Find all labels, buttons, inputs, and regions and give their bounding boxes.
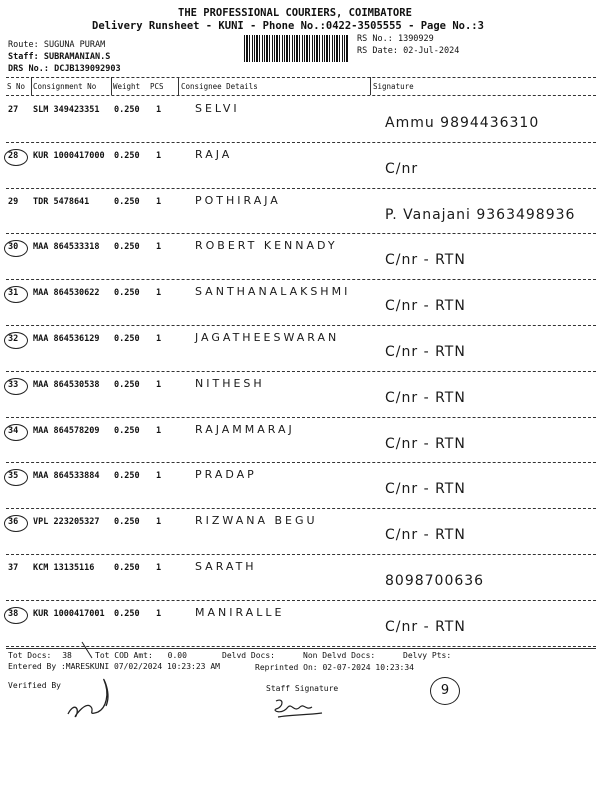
route-line: [8, 40, 105, 50]
circled-count: 9: [430, 677, 460, 705]
drs-line: [8, 64, 121, 74]
row-pcs: 1: [156, 105, 162, 115]
row-pcs: 1: [156, 517, 162, 528]
row-pcs: 1: [156, 563, 162, 573]
row-weight: 0.250: [114, 379, 140, 390]
row-rule: [6, 188, 596, 189]
row-pcs: 1: [156, 288, 162, 299]
row-signature-note: C/nr - RTN: [385, 618, 466, 635]
row-sno: 28: [8, 150, 19, 161]
row-weight: 0.250: [114, 105, 140, 115]
row-consignment-no: KUR 1000417001: [33, 608, 105, 619]
row-rule: [6, 600, 596, 601]
row-pcs: 1: [156, 471, 162, 482]
rs-date-line: [357, 46, 459, 56]
row-consignee-name: RAJAMMARAJ: [195, 422, 295, 436]
row-consignment-no: VPL 223205327: [33, 517, 100, 528]
row-consignment-no: MAA 864533318: [33, 242, 100, 253]
row-signature-note: P. Vanajani 9363498936: [385, 206, 576, 223]
row-pcs: 1: [156, 150, 162, 161]
runsheet-title: Delivery Runsheet - KUNI - Phone No.:0422-3505555 - Page No.:3: [92, 20, 484, 32]
entered-by-value: MARESKUNI: [65, 662, 110, 671]
staff-signature-icon: [270, 695, 330, 721]
row-weight: 0.250: [114, 471, 140, 482]
row-consignee-name: SELVI: [195, 102, 240, 115]
row-signature-note: C/nr - RTN: [385, 298, 466, 315]
row-sno: 27: [8, 105, 19, 115]
header-top-rule: [6, 77, 596, 78]
row-rule: [6, 279, 596, 280]
row-consignment-no: TDR 5478641: [33, 196, 90, 207]
row-rule: [6, 325, 596, 326]
company-title: THE PROFESSIONAL COURIERS, COIMBATORE: [178, 7, 412, 19]
row-consignee-name: ROBERT KENNADY: [195, 239, 338, 253]
col-sno: S No: [7, 82, 26, 91]
tot-cod: [95, 651, 187, 660]
row-consignment-no: KUR 1000417000: [33, 150, 105, 161]
rs-no-label: RS No.:: [357, 34, 393, 44]
row-signature-note: C/nr: [385, 160, 419, 177]
route-value: SUGUNA PURAM: [43, 40, 106, 50]
row-consignee-name: SANTHANALAKSHMI: [195, 285, 351, 299]
row-weight: 0.250: [114, 242, 140, 253]
row-sno: 32: [8, 334, 19, 344]
staff-value: SUBRAMANIAN.S: [43, 52, 111, 62]
rs-no-value: 1390929: [397, 34, 434, 44]
row-sno: 36: [8, 517, 19, 528]
overwrite-mark-icon: [80, 640, 96, 660]
entered-by-label: Entered By :: [8, 662, 66, 671]
row-signature-note: C/nr - RTN: [385, 527, 466, 544]
staff-line: [8, 52, 110, 62]
row-rule: [6, 554, 596, 555]
row-consignment-no: MAA 864533884: [33, 471, 100, 482]
row-pcs: 1: [156, 334, 162, 344]
row-rule: [6, 462, 596, 463]
delvd-docs-label: Delvd Docs:: [222, 651, 275, 660]
row-rule: [6, 417, 596, 418]
row-sno: 34: [8, 425, 19, 436]
tot-docs-value: 38: [62, 651, 72, 660]
col-sep: [31, 77, 32, 95]
row-consignment-no: MAA 864578209: [33, 425, 100, 436]
col-sep: [178, 77, 179, 95]
row-consignee-name: MANIRALLE: [195, 605, 285, 619]
col-sep: [370, 77, 371, 95]
rs-date-label: RS Date:: [357, 46, 398, 56]
reprinted-on: [255, 663, 414, 672]
row-signature-note: Ammu 9894436310: [385, 115, 540, 131]
barcode: [244, 35, 349, 62]
row-weight: 0.250: [114, 425, 140, 436]
staff-signature-label: Staff Signature: [266, 684, 339, 693]
header-bottom-rule: [6, 95, 596, 96]
col-consignment: Consignment No: [33, 82, 97, 91]
entered-by: [8, 662, 220, 671]
row-pcs: 1: [156, 425, 162, 436]
row-consignee-name: NITHESH: [195, 376, 265, 390]
tot-docs: [8, 651, 72, 660]
route-label: Route:: [8, 40, 39, 50]
row-rule: [6, 142, 596, 143]
tot-cod-value: 0.00: [167, 651, 187, 660]
row-weight: 0.250: [114, 563, 140, 573]
rs-no-line: [357, 34, 434, 44]
col-weight: Weight: [113, 82, 141, 91]
row-pcs: 1: [156, 196, 162, 207]
non-delvd-docs-label: Non Delvd Docs:: [303, 651, 376, 660]
rs-date-value: 02-Jul-2024: [403, 46, 460, 56]
row-weight: 0.250: [114, 150, 140, 161]
row-weight: 0.250: [114, 517, 140, 528]
row-pcs: 1: [156, 379, 162, 390]
verifier-signature-icon: [62, 672, 122, 720]
row-signature-note: C/nr - RTN: [385, 252, 466, 269]
drs-value: DCJB139092903: [54, 64, 121, 74]
row-signature-note: C/nr - RTN: [385, 344, 466, 360]
row-rule: [6, 371, 596, 372]
row-sno: 33: [8, 379, 19, 390]
row-signature-note: C/nr - RTN: [385, 435, 466, 452]
row-rule: [6, 508, 596, 509]
row-consignee-name: JAGATHEESWARAN: [195, 331, 340, 344]
row-consignment-no: MAA 864530538: [33, 379, 100, 390]
col-signature: Signature: [373, 82, 414, 91]
row-consignment-no: MAA 864536129: [33, 334, 100, 344]
row-weight: 0.250: [114, 288, 140, 299]
row-consignee-name: SARATH: [195, 560, 257, 573]
tot-docs-label: Tot Docs:: [8, 651, 52, 660]
row-weight: 0.250: [114, 608, 140, 619]
row-consignee-name: PRADAP: [195, 468, 257, 482]
row-consignee-name: POTHIRAJA: [195, 193, 281, 207]
reprinted-value: 02-07-2024 10:23:34: [322, 663, 414, 672]
row-sno: 35: [8, 471, 19, 482]
row-sno: 37: [8, 563, 19, 573]
row-signature-note: C/nr - RTN: [385, 389, 466, 406]
reprinted-label: Reprinted On:: [255, 663, 318, 672]
row-consignment-no: KCM 13135116: [33, 563, 95, 573]
delvy-pts-label: Delvy Pts:: [403, 651, 452, 660]
drs-label: DRS No.:: [8, 64, 49, 74]
col-pcs: PCS: [150, 82, 164, 91]
entered-on-value: 07/02/2024 10:23:23 AM: [113, 662, 220, 671]
row-weight: 0.250: [114, 334, 140, 344]
col-consignee: Consignee Details: [181, 82, 258, 91]
row-sno: 30: [8, 242, 19, 253]
tot-cod-label: Tot COD Amt:: [95, 651, 153, 660]
row-weight: 0.250: [114, 196, 140, 207]
row-sno: 38: [8, 608, 19, 619]
col-sep: [111, 77, 112, 95]
row-signature-note: C/nr - RTN: [385, 481, 466, 498]
row-sno: 31: [8, 288, 19, 299]
row-consignment-no: MAA 864530622: [33, 288, 100, 299]
row-sno: 29: [8, 196, 19, 207]
row-rule: [6, 233, 596, 234]
row-consignment-no: SLM 349423351: [33, 105, 100, 115]
row-signature-note: 8098700636: [385, 573, 485, 589]
row-consignee-name: RIZWANA BEGU: [195, 514, 318, 528]
row-pcs: 1: [156, 608, 162, 619]
staff-label: Staff:: [8, 52, 39, 62]
row-pcs: 1: [156, 242, 162, 253]
row-consignee-name: RAJA: [195, 147, 233, 161]
verified-by-label: Verified By: [8, 681, 61, 690]
